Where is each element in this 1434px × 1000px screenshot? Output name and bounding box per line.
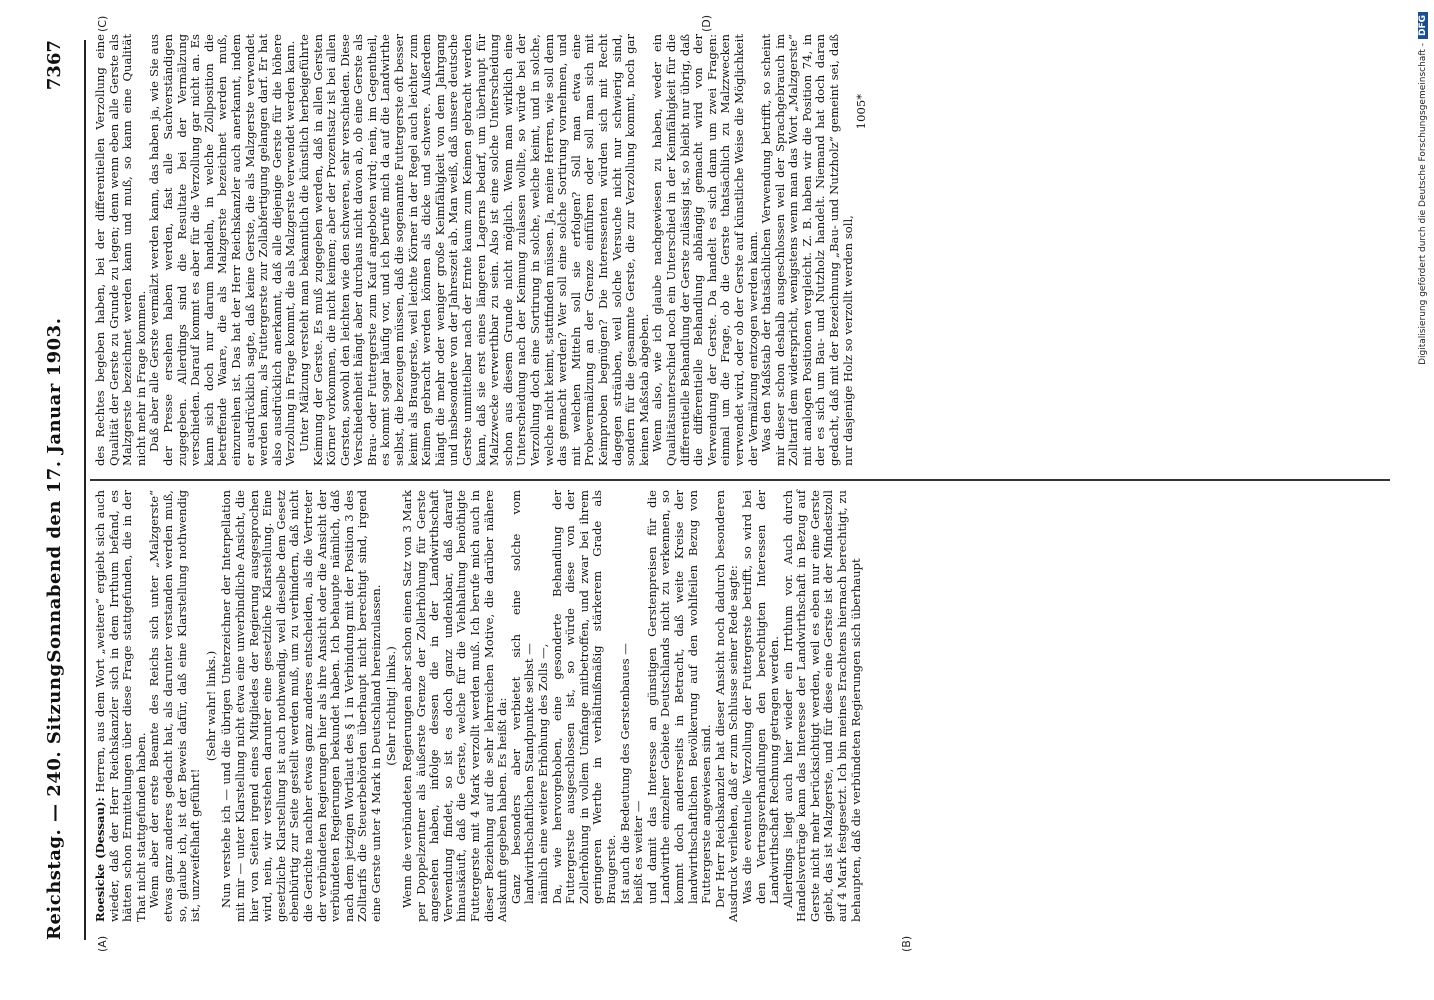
paragraph (205, 490, 219, 922)
digitization-text: Digitalisierung gefördert durch die Deutsche Forschungsgemeinschaft - (1418, 43, 1428, 365)
paragraph (619, 490, 633, 922)
paragraph-text: und damit das Interesse an günstigen Gerstenpreisen für die Landwirthe einzelner Gebiete Deutschlands nicht zu verkennen, so kommt doch andererseits in Betracht, daß weite Kreise der landwirthschaftlichen Bevölkerung auf den wohlfeilen Bezug von Futtergerste angewiesen sind. (644, 490, 714, 904)
paragraph (741, 490, 782, 922)
paragraph (632, 490, 646, 922)
paragraph-text: heißt es weiter — (631, 800, 646, 904)
header-rule (84, 40, 86, 940)
paragraph (782, 490, 864, 922)
paragraph (94, 34, 148, 466)
paragraph (298, 34, 651, 466)
paragraph-text: Was die eventuelle Verzollung der Futtergerste betrifft, so wird bei den Vertragsverhandlungen den berechtigten Interessen der Landwirthschaft Rechnung getragen werden. (739, 490, 782, 904)
paragraph-text: Daß aber alle Gerste vermälzt werden kann, das haben ja, wie Sie aus der Presse ersehen haben werden, fast alle Sachverständigen zugegeben. Allerdings sind die Resultate bei der Vermälzung verschieden. Darauf kommt es aber für die Verzollung gar nicht an. Es kann sich doch nur darum handeln, in welche Zollposition die betreffende Waare, die als Malzgerste bezeichnet werden muß, einzureihen ist. Das hat der Herr Reichskanzler auch anerkannt, indem er ausdrücklich sagte, daß keine Gerste, die als Malzgerste verwendet werden kann, als Futtergerste zur Zollabfertigung gelangen darf. Er hat also ausdrücklich anerkannt, daß alle diejenige Gerste für die höhere Verzollung in Frage kommt, die als Malzgerste verwendet werden kann. (147, 34, 298, 466)
paragraph-text: des Rechtes begeben haben, bei der differentiellen Verzollung eine Qualität der Gerste zu Grunde zu legen; denn wenn eben alle Gerste als Malzgerste bezeichnet werden kann und muß, so kann eine Qualität nicht mehr in Frage kommen. (93, 34, 148, 466)
footer-number: 1005* (854, 94, 869, 130)
paragraph (385, 490, 399, 922)
speaker-name: Roesicke (Dessau): (93, 797, 107, 922)
column-divider (90, 479, 1390, 481)
paragraph (94, 490, 148, 922)
header-date: Sonnabend den 17. Januar 1903. (44, 317, 65, 663)
paragraph (220, 490, 383, 922)
paragraph (714, 490, 741, 922)
paragraph-text: Unter Mälzung versteht man bekanntlich die künstlich herbeigeführte Keimung der Gerste. Es muß zugegeben werden, daß in allen Gersten Körner vorkommen, die nicht keimen; aber der Prozentsatz ist bei allen Gersten, sowohl den leichten wie den schweren, sehr verschieden. Diese Verschiedenheit hängt aber durchaus nicht davon ab, ob eine Gerste als Brau- oder Futtergerste zum Kauf angeboten wird; nein, im Gegentheil, es kommt sogar häufig vor, und ich berufe mich da auf die Landwirthe selbst, die bezeugen müssen, daß die sogenannte Futtergerste oft besser keimt als Braugerste, weil leichte Körner in der Regel auch leichter zum Keimen gebracht werden können als dicke und schwere. Außerdem hängt die mehr oder weniger große Keimfähigkeit von dem Jahrgang und insbesondere von der Jahreszeit ab. Man weiß, daß unsere deutsche Gerste unmittelbar nach der Ernte kaum zum Keimen gebracht werden kann, daß sie erst eines längeren Lagerns bedarf, um überhaupt für Malzzwecke verwerthbar zu sein. Also ist eine solche Unterscheidung schon aus diesem Grunde nicht möglich. Wenn man wirklich eine Unterscheidung nach der Keimung zulassen wollte, so würde bei der Verzollung doch eine Sortirung in solche, welche keimt, und in solche, welche nicht keimt, stattfinden müssen. Ja, meine Herren, wie soll denn das gemacht werden? Wer soll eine solche Sortirung vornehmen, und mit welchen Mitteln soll sie erfolgen? Soll man etwa eine Probevermälzung an der Grenze einführen oder soll man sich mit Keimproben begnügen? Die Interessenten würden sich mit Recht dagegen sträuben, weil solche Versuche nicht nur schwierig sind, sondern für die gesammte Gerste, die zur Verzollung kommt, noch gar keinen Maßstab abgeben. (296, 34, 651, 466)
paragraph-text: Nun verstehe ich — und die übrigen Unterzeichner der Interpellation mit mir — unter Klarstellung nicht etwa eine unverbindliche Ansicht, die hier von Seiten irgend eines Mitgliedes der Regierung ausgesprochen wird, nein, wir verstehen darunter eine gesetzliche Klarstellung. Eine gesetzliche Klarstellung ist auch nothwendig, weil dieselbe dem Gesetz ebenbürtig zur Seite gestellt werden muß, um zu verhindern, daß nicht die Gerichte nachher etwas ganz anderes entscheiden, als die Vertreter der verbündeten Regierungen hier als ihre Ansicht oder die Ansicht der verbündeten Regierungen bekundet haben. Ich behaupte nämlich, daß nach dem jetzigen Wortlaut des § 1 in Verbindung mit der Position 3 des Zolltarifs die Steuerbehörden überhaupt nicht berechtigt sind, irgend eine Gerste unter 4 Mark in Deutschland hereinzulassen. (219, 490, 383, 922)
paragraph-text: Wenn aber der erste Beamte des Reichs sich unter „Malzgerste“ etwas ganz anderes gedacht hat, als darunter verstanden werden muß, so, glaube ich, ist der Beweis dafür, daß eine Klarstellung nothwendig ist, unzweifelhaft geführt! (147, 490, 203, 922)
paragraph (401, 490, 510, 922)
paragraph-text: Wenn also, wie ich glaube nachgewiesen zu haben, weder ein Qualitätsunterschied noch ein Unterschied in der Keimfähigkeit für die differentielle Behandlung der Gerste zulässig ist, so bleibt nur übrig, daß die differentielle Behandlung abhängig gemacht wird von der Verwendung der Gerste. Da handelt es sich dann um zwei Fragen: einmal um die Frage, ob die Gerste thatsächlich zu Malzzwecken verwendet wird, oder ob der Gerste auf künstliche Weise die Möglichkeit der Vermälzung entzogen werden kann. (650, 34, 760, 466)
paragraph-text: (Sehr richtig! links.) (384, 646, 399, 766)
page-number: 7367 (44, 40, 65, 91)
paragraph (760, 34, 855, 466)
header-section: Reichstag. — 240. Sitzung. (44, 656, 65, 940)
paragraph-text: nämlich eine weitere Erhöhung des Zolls —, (536, 643, 550, 904)
marker-c: (C) (96, 15, 109, 32)
paragraph (148, 34, 298, 466)
paragraph (148, 490, 202, 922)
right-column (94, 34, 869, 466)
paragraph-text: Herren, aus dem Wort „weitere“ ergiebt sich auch wieder, daß der Herr Reichskanzler sich in dem Irrthum befand, es hätten schon Ermittelungen über diese Frage stattgefunden, die in der That nicht stattgefunden haben. (93, 489, 148, 922)
marker-d: (D) (700, 14, 713, 32)
paragraph (510, 490, 537, 922)
page-header (40, 40, 76, 940)
paragraph (551, 490, 619, 922)
marker-b: (B) (900, 935, 913, 952)
left-column (94, 490, 863, 922)
paragraph-text: Da, wie hervorgehoben, eine gesonderte Behandlung der Futtergerste ausgeschlossen ist, so würde diese von der Zollerhöhung in vollem Umfange mitbetroffen, und zwar bei ihrem geringeren Werthe in verhältnißmäßig stärkerem Grade als Braugerste. (549, 490, 618, 904)
paragraph-text: (Sehr wahr! links.) (203, 650, 218, 762)
paragraph (646, 490, 714, 922)
paragraph (651, 34, 760, 466)
paragraph-text: Wenn die verbündeten Regierungen aber schon einen Satz von 3 Mark per Doppelzentner als äußerste Grenze der Zollerhöhung für Gerste angesehen haben, infolge dessen die in der Landwirthschaft Verwendung findet, so ist es doch ganz undenkbar, daß darauf hinauskäuft, daß die Gerste, welche für die Viehhaltung benöthigte Futtergerste mit 4 Mark verzollt werden muß. Ich berufe mich auch in dieser Beziehung auf die sehr lehrreichen Motive, die darüber nähere Auskunft gegeben haben. Es heißt da: (400, 490, 510, 922)
paragraph (537, 490, 551, 922)
paragraph-text: Ist auch die Bedeutung des Gerstenbaues — (617, 643, 632, 904)
dfg-logo: DFG (1418, 12, 1428, 39)
paragraph-text: Allerdings liegt auch hier wieder ein Irrthum vor. Auch durch Handelsverträge kann das Interesse der Landwirthschaft in Bezug auf Gerste nicht mehr berücksichtigt werden, weil es eben nur eine Gerste giebt, das ist Malzgerste, und für diese eine Gerste ist der Mindestzoll auf 4 Mark festgesetzt. Ich bin meines Erachtens hiernach berechtigt, zu behaupten, daß die verbündeten Regierungen sich überhaupt (780, 490, 863, 922)
marker-a: (A) (96, 935, 109, 952)
paragraph-text: Der Herr Reichskanzler hat dieser Ansicht noch dadurch besonderen Ausdruck verliehen, daß er zum Schlusse seiner Rede sagte: (712, 490, 741, 922)
paragraph-text: Was den Maßstab der thatsächlichen Verwendung betrifft, so scheint mir dieser schon deshalb ausgeschlossen weil der Sprachgebrauch im Zolltarif dem widerspricht, wenigstens wenn man das Wort „Malzgerste“ mit analogen Positionen vergleicht. Z. B. haben wir die Position 74, in der es sich um Bau- und Nutzholz handelt. Niemand hat doch daran gedacht, daß mit der Bezeichnung „Bau- und Nutzholz“ gemeint sei, daß nur dasjenige Holz so verzollt werden soll, (759, 34, 855, 466)
paragraph-text: Ganz besonders aber verbietet sich eine solche vom landwirthschaftlichen Standpunkte selbst — (508, 490, 537, 904)
digitization-note (1418, 12, 1430, 992)
